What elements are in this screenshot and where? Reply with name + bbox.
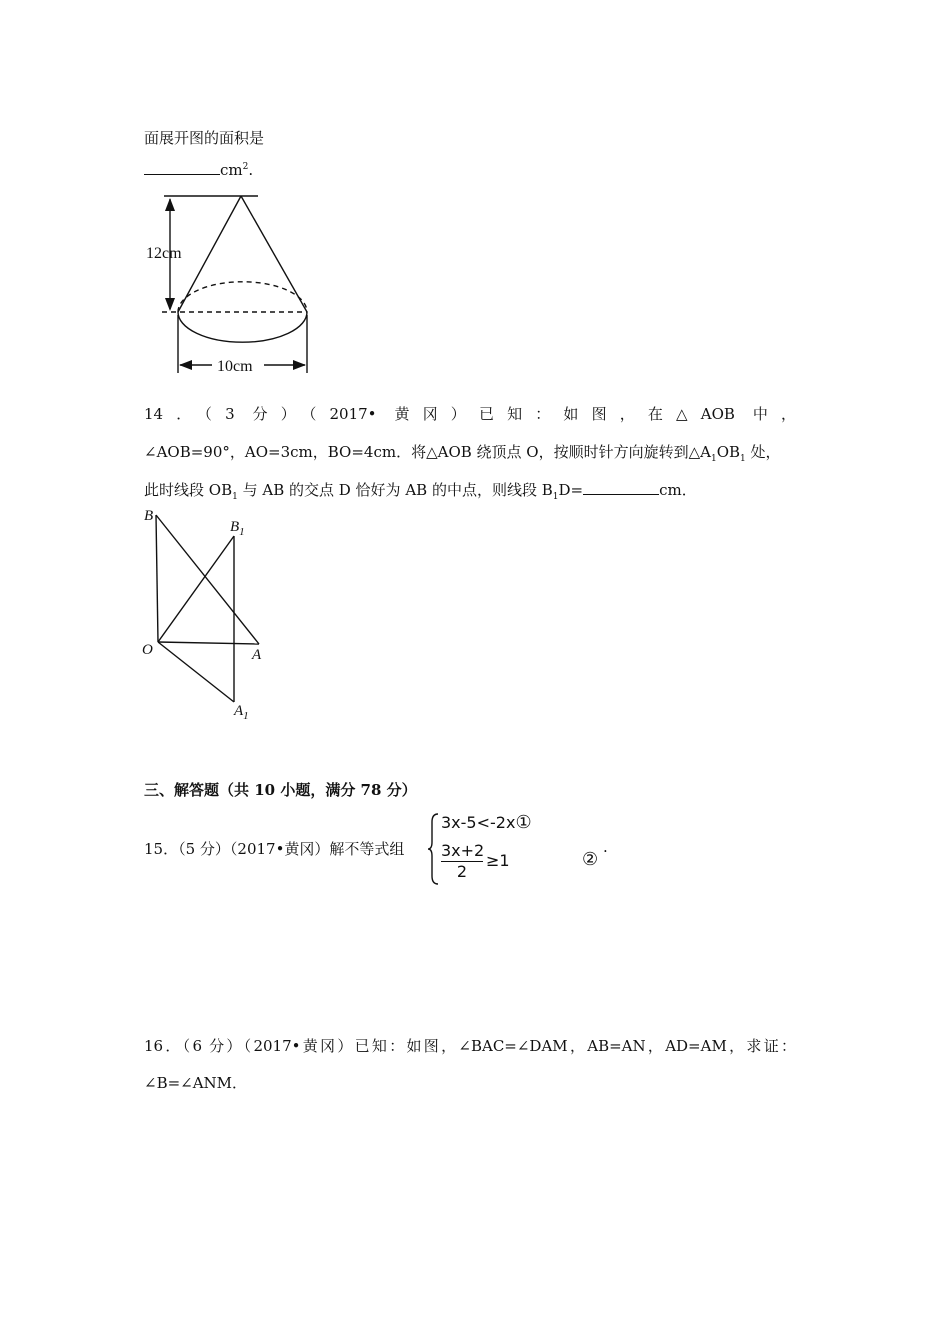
label-b1: $B_1$ xyxy=(230,519,245,538)
q13-intro: 面展开图的面积是 xyxy=(144,129,265,147)
q15-eq2-mark: ② xyxy=(582,849,599,870)
diameter-label: 10cm xyxy=(217,358,253,375)
label-o: O xyxy=(142,642,153,658)
q14-sub-b1d: 1 xyxy=(552,492,559,502)
segment-ob1 xyxy=(158,536,234,642)
segment-oa1 xyxy=(158,642,234,702)
q14-line2-end: 处， xyxy=(745,443,781,461)
q15-text: 15．（5 分）（2017•黄冈）解不等式组 xyxy=(144,840,405,858)
q13-answer-line xyxy=(144,160,253,179)
q13-unit-exponent: 2 xyxy=(242,162,249,172)
q14-answer-blank[interactable] xyxy=(583,480,659,495)
q14-unit: cm． xyxy=(659,481,697,499)
segment-oa xyxy=(158,642,259,644)
height-arrow-down-head xyxy=(165,298,175,311)
q14-line2-ob: OB xyxy=(716,443,741,461)
q15-eq1-expr: 3x-5<-2x xyxy=(441,813,516,832)
segment-ob xyxy=(156,515,158,642)
q16-line1: 16．（6 分）（2017•黄冈）已知：如图，∠BAC=∠DAM，AB=AN，AD=AM，求证： xyxy=(144,1037,796,1055)
q15-system-brace xyxy=(427,812,439,886)
width-arrow-left-head xyxy=(179,360,192,370)
cone-left-slant xyxy=(178,196,241,312)
q13-unit: cm xyxy=(220,161,243,179)
triangle-figure xyxy=(138,503,273,725)
q14-sub-ob1: 1 xyxy=(232,492,238,502)
cone-right-slant xyxy=(241,196,307,312)
width-arrow-right-head xyxy=(293,360,306,370)
q13-period: . xyxy=(248,161,254,179)
height-label: 12cm xyxy=(146,245,182,262)
q15-eq1-mark: ① xyxy=(515,812,532,833)
q15-eq2-numerator: 3x+2 xyxy=(441,841,485,860)
q15-eq2-rel: ≥1 xyxy=(486,851,510,870)
q14-line2-text: ∠AOB=90°，AO=3cm，BO=4cm．将△AOB 绕顶点 O，按顺时针方向旋转到△A xyxy=(144,443,711,461)
base-back-dashed xyxy=(178,282,307,312)
q14-line3-mid: 与 AB 的交点 D 恰好为 AB 的中点，则线段 B xyxy=(237,481,553,499)
q16-line2: ∠B=∠ANM． xyxy=(144,1074,248,1092)
q14-line3-text: 此时线段 OB xyxy=(144,481,233,499)
q14-line3-eq: D= xyxy=(558,481,584,499)
label-b: B xyxy=(144,508,154,524)
label-a1: $A_1$ xyxy=(234,703,249,722)
q15-eq1 xyxy=(441,812,532,833)
q14-sub-b1: 1 xyxy=(740,454,746,464)
section3-title: 三、解答题（共 10 小题，满分 78 分） xyxy=(144,781,417,799)
cone-figure xyxy=(140,185,330,380)
q14-sub-a1: 1 xyxy=(710,454,717,464)
height-arrow-up-head xyxy=(165,198,175,211)
q14-line3 xyxy=(144,479,697,502)
q14-line1: 14．（3 分）（2017• 黄冈）已知：如图，在△AOB 中， xyxy=(144,405,796,423)
q15-eq2-fraction xyxy=(441,841,483,882)
q15-eq2-denominator: 2 xyxy=(456,862,468,881)
q14-line2 xyxy=(144,441,781,464)
label-a: A xyxy=(252,647,262,663)
q13-answer-blank[interactable] xyxy=(144,160,220,175)
q15-end: . xyxy=(603,838,608,856)
base-front-arc xyxy=(178,312,307,342)
